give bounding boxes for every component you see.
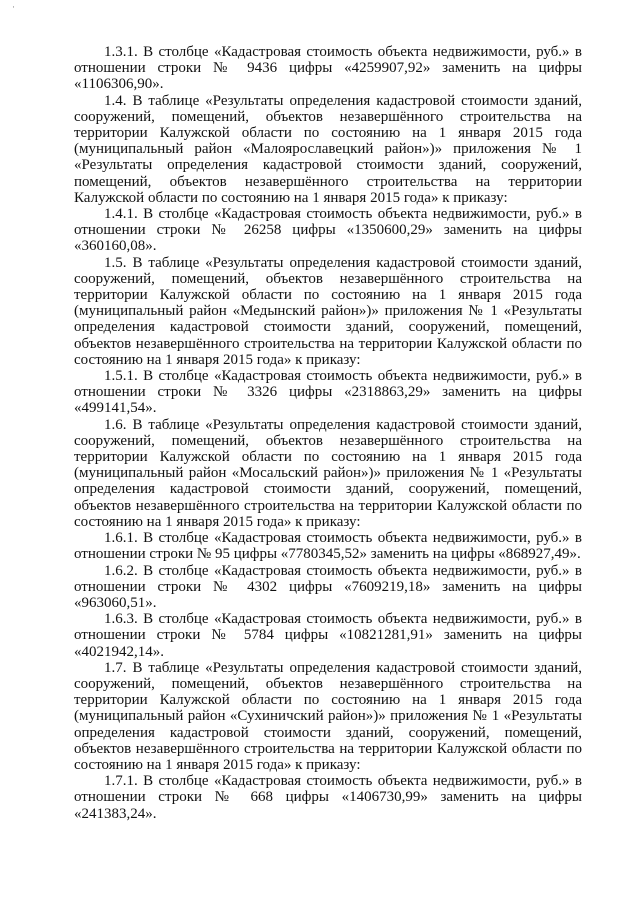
paragraph-1-7-1: 1.7.1. В столбце «Кадастровая стоимость объекта недвижимости, руб.» в отношении строки № 668 цифры «1406730,99» заменить на цифры «241383,24». xyxy=(74,773,582,822)
paragraph-1-4: 1.4. В таблице «Результаты определения кадастровой стоимости зданий, сооружений, помещений, объектов незавершённого строительства на территории Калужской области по состоянию на 1 января 2015 года (муниципальный район «Малоярославецкий район»)» приложения № 1 «Результаты определения кадастровой стоимости зданий, сооружений, помещений, объектов незавершённого строительства на территории Калужской области по состоянию на 1 января 2015 года» к приказу: xyxy=(74,92,582,206)
paragraph-1-6-3: 1.6.3. В столбце «Кадастровая стоимость объекта недвижимости, руб.» в отношении строки № 5784 цифры «10821281,91» заменить на цифры «4021942,14». xyxy=(74,611,582,660)
paragraph-1-5-1: 1.5.1. В столбце «Кадастровая стоимость объекта недвижимости, руб.» в отношении строки № 3326 цифры «2318863,29» заменить на цифры «499141,54». xyxy=(74,368,582,417)
paragraph-1-5: 1.5. В таблице «Результаты определения кадастровой стоимости зданий, сооружений, помещений, объектов незавершённого строительства на территории Калужской области по состоянию на 1 января 2015 года (муниципальный район «Медынский район»)» приложения № 1 «Результаты определения кадастровой стоимости зданий, сооружений, помещений, объектов незавершённого строительства на территории Калужской области по состоянию на 1 января 2015 года» к приказу: xyxy=(74,254,582,368)
paragraph-1-3-1: 1.3.1. В столбце «Кадастровая стоимость объекта недвижимости, руб.» в отношении строки № 9436 цифры «4259907,92» заменить на цифры «1106306,90». xyxy=(74,44,582,93)
paragraph-1-6-1: 1.6.1. В столбце «Кадастровая стоимость объекта недвижимости, руб.» в отношении строки № 95 цифры «7780345,52» заменить на цифры «868927,49». xyxy=(74,530,582,563)
paragraph-1-6-2: 1.6.2. В столбце «Кадастровая стоимость объекта недвижимости, руб.» в отношении строки № 4302 цифры «7609219,18» заменить на цифры «963060,51». xyxy=(74,562,582,611)
paragraph-1-7: 1.7. В таблице «Результаты определения кадастровой стоимости зданий, сооружений, помещений, объектов незавершённого строительства на территории Калужской области по состоянию на 1 января 2015 года (муниципальный район «Сухиничский район»)» приложения № 1 «Результаты определения кадастровой стоимости зданий, сооружений, помещений, объектов незавершённого строительства на территории Калужской области по состоянию на 1 января 2015 года» к приказу: xyxy=(74,659,582,773)
paragraph-1-4-1: 1.4.1. В столбце «Кадастровая стоимость объекта недвижимости, руб.» в отношении строки № 26258 цифры «1350600,29» заменить на цифры «360160,08». xyxy=(74,206,582,255)
scan-mark: · xyxy=(12,2,15,12)
paragraph-1-6: 1.6. В таблице «Результаты определения кадастровой стоимости зданий, сооружений, помещений, объектов незавершённого строительства на территории Калужской области по состоянию на 1 января 2015 года (муниципальный район «Мосальский район»)» приложения № 1 «Результаты определения кадастровой стоимости зданий, сооружений, помещений, объектов незавершённого строительства на территории Калужской области по состоянию на 1 января 2015 года» к приказу: xyxy=(74,416,582,530)
